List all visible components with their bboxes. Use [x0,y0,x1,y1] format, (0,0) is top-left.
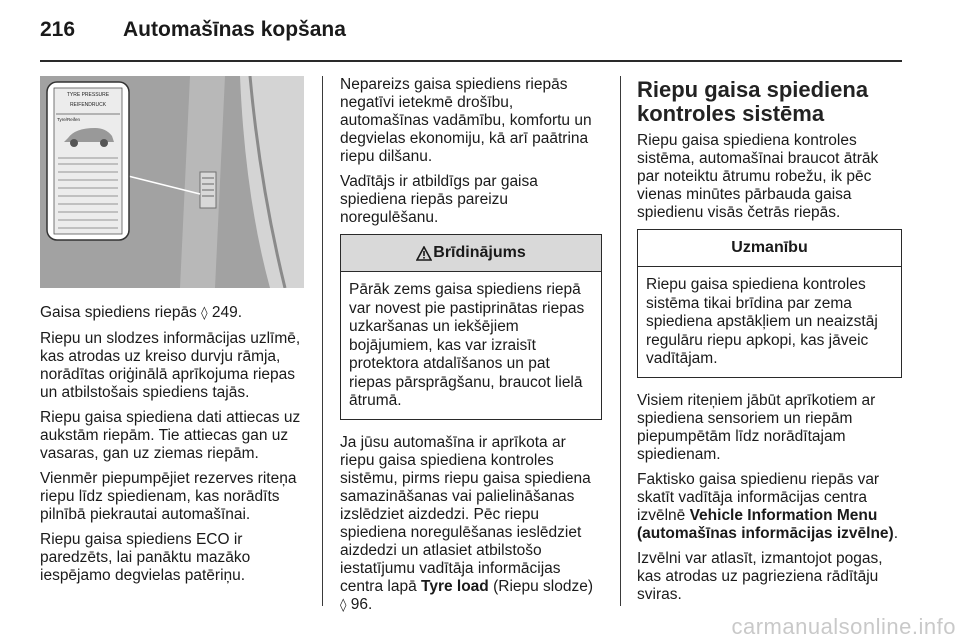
caution-header [638,230,901,267]
tyre-load-menu-item: Tyre load [421,577,489,595]
column-divider-1 [322,76,323,606]
paragraph-spare-wheel: Vienmēr piepumpējiet rezerves riteņa riepu līdz spiedienam, kas norādīts pilnībā piekrautai automašīnai. [40,470,297,523]
paragraph-tpms-intro: Riepu gaisa spiediena kontroles sistēma, automašīnai braucot ātrāk par noteiktu ātrumu robežu, ik pēc vienas minūtes pārbauda gaisa spiedienu visās četrās riepās. [637,132,879,221]
label-line-3: Tyre/Reifen [57,117,81,122]
tyre-load-translation: (Riepu slodze) [493,577,594,595]
caution-text: Riepu gaisa spiediena kontroles sistēma tikai brīdina par zema spiediena apstākļiem un neaizstāj regulāru riepu apkopi, kas jāveic vadītājam. [646,276,878,367]
label-line-1: TYRE PRESSURE [66,92,110,98]
tyre-pressure-label-figure [40,76,304,288]
warning-text: Pārāk zems gaisa spiediens riepā var novest pie pastiprinātas riepas uzkaršanas un iekšējiem bojājumiem, kas var izraisīt protektora atdalīšanos un pat riepas pārsprāgšanu, braucot lielā ātrumā. [349,281,585,409]
page-number: 216 [40,18,76,41]
warning-triangle-icon [416,246,432,261]
vehicle-information-menu: Vehicle Information Menu (automašīnas informācijas izvēlne) [637,506,894,542]
caution-title: Uzmanību [731,239,808,256]
figure-caption [40,304,304,323]
paragraph-tpms-adjust [340,434,602,615]
view-pressure-end: . [893,524,899,542]
paragraph-menu-select: Izvēlni var atlasīt, izmantojot pogas, kas atrodas uz pagrieziena rādītāju sviras. [637,549,883,603]
watermark: carmanualsonline.info [731,614,956,639]
column-middle [340,76,602,622]
page-ref-icon[interactable]: ◊ [340,597,347,613]
caption-text: Gaisa spiediens riepās [40,304,197,321]
caution-box [637,229,902,378]
column-divider-2 [620,76,621,606]
paragraph-wrong-pressure: Nepareizs gaisa spiediens riepās negatīvi ietekmē drošību, automašīnas vadāmību, komfortu un degvielas ekonomiju, kā arī paātrina riepu dilšanu. [340,76,592,165]
warning-box [340,234,602,420]
warning-header [341,235,601,272]
header-rule [40,60,902,62]
column-left [40,76,304,592]
view-pressure-text: Faktisko gaisa spiedienu riepās var skatīt vadītāja informācijas centra izvēlnē [637,470,880,524]
caption-ref[interactable]: 249. [211,304,243,321]
section-heading: Riepu gaisa spiediena kontroles sistēma [637,77,869,126]
page-ref-96[interactable]: 96. [350,595,373,613]
label-line-2: REIFENDRUCK [69,102,107,108]
warning-title: Brīdinājums [433,244,526,261]
column-right [637,76,902,611]
paragraph-cold-tyres: Riepu gaisa spiediena dati attiecas uz aukstām riepām. Tie attiecas gan uz vasaras, gan uz ziemas riepām. [40,409,301,462]
paragraph-driver-responsible: Vadītājs ir atbildīgs par gaisa spiediena riepās pareizu noregulēšanu. [340,173,538,226]
chapter-title: Automašīnas kopšana [123,18,346,41]
paragraph-view-pressure [637,471,902,543]
paragraph-label-info: Riepu un slodzes informācijas uzlīmē, kas atrodas uz kreiso durvju rāmja, norādītas oriģinālā aprīkojuma riepas un atbilstošais spiediens tajās. [40,330,301,401]
door-frame-illustration [40,76,304,288]
paragraph-eco: Riepu gaisa spiediens ECO ir paredzēts, lai panāktu mazāko iespējamo degvielas patēriņu. [40,531,251,584]
paragraph-sensors: Visiem riteņiem jābūt aprīkotiem ar spiediena sensoriem un riepām piepumpētām līdz norādītajam spiedienam. [637,391,876,463]
page-ref-icon[interactable]: ◊ [201,306,208,321]
tpms-adjust-text: Ja jūsu automašīna ir aprīkota ar riepu gaisa spiediena kontroles sistēmu, pirms riepu gaisa spiediena samazināšanas vai palielināšanas izslēdziet aizdedzi. Pēc riepu spiediena noregulēšanas ieslēdziet aizdedzi un atlasiet atbilstošo iestatījumu vadītāja informācijas centra lapā [340,433,591,595]
